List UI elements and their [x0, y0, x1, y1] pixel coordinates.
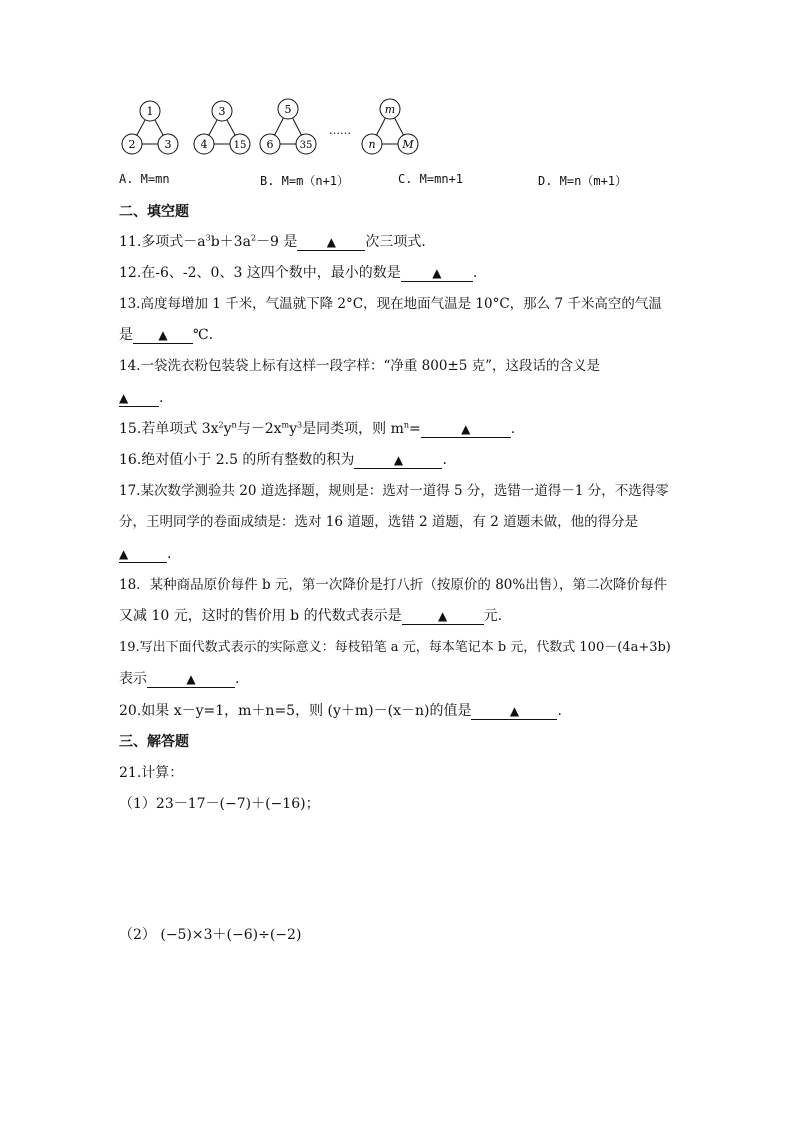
q19-answer-blank[interactable] [147, 671, 235, 688]
q16-text: 16.绝对值小于 2.5 的所有整数的积为 [119, 452, 355, 468]
q20-text: 20.如果 x－y=1，m＋n=5，则 (y＋m)－(x－n)的值是 [119, 703, 472, 719]
q16-answer-blank[interactable] [354, 452, 442, 469]
triangle-group-2 [194, 101, 250, 154]
q11-text-4: 次三项式． [365, 234, 436, 250]
q18-pre: 又减 10 元，这时的售价用 b 的代数式表示是 [119, 608, 402, 624]
group3-top: 5 [284, 103, 292, 116]
group1-left: 2 [128, 138, 136, 151]
q13-marker: ▲ [158, 328, 168, 342]
q11-text-1: 11.多项式－a [119, 234, 206, 250]
question-12 [119, 264, 477, 282]
group4-right: M [402, 138, 414, 151]
question-21-title: 21.计算： [119, 765, 184, 781]
option-a: A. M=mn [119, 172, 170, 186]
section-heading-fill-in: 二、填空题 [119, 204, 189, 220]
q18-answer-blank[interactable] [402, 608, 484, 625]
group3-right: 35 [299, 140, 313, 151]
option-c: C. M=mn+1 [398, 172, 464, 186]
question-14-line-1: 14.一袋洗衣粉包装袋上标有这样一段字样：“净重 800±5 克”，这段话的含义是 [119, 358, 601, 374]
q11-sup-1: 3 [205, 233, 211, 243]
q15-answer-blank[interactable] [421, 421, 511, 438]
q15-text-3: 与－2x [236, 421, 282, 437]
q15-sup-5: n [403, 420, 410, 430]
q11-answer-blank[interactable] [297, 234, 365, 251]
question-17-line-3 [119, 545, 171, 563]
q12-post: . [472, 265, 478, 281]
group2-right: 15 [233, 140, 247, 151]
q12-marker: ▲ [432, 266, 442, 280]
q20-answer-blank[interactable] [471, 703, 557, 720]
triangle-group-3 [260, 99, 316, 154]
q14-post: . [159, 390, 164, 406]
q15-text-2: y [223, 421, 232, 437]
group1-top: 1 [146, 105, 154, 118]
question-16 [119, 451, 447, 469]
question-13-line-2 [119, 326, 213, 344]
q15-sup-3: m [281, 420, 290, 430]
q17-answer-blank[interactable] [119, 546, 167, 563]
q11-text-3: －9 是 [256, 234, 298, 250]
q15-text-4: y [289, 421, 298, 437]
q20-marker: ▲ [509, 704, 520, 718]
q11-text-2: b＋3a [210, 234, 251, 250]
q13-answer-blank[interactable] [133, 327, 193, 344]
triangle-pattern-figure [110, 94, 430, 164]
question-17-line-2: 分，王明同学的卷面成绩是：选对 16 道题，选错 2 道题，有 2 道题未做，他的得分是 [119, 514, 639, 530]
triangle-group-4 [362, 99, 418, 154]
group4-left: n [368, 138, 376, 151]
q13-pre: 是 [119, 327, 133, 343]
triangle-group-1 [122, 101, 178, 154]
q15-text-6: = [409, 421, 421, 437]
question-18-line-1: 18．某种商品原价每件 b 元，第一次降价是打八折（按原价的 80%出售），第二次降价每件 [119, 577, 667, 593]
q12-answer-blank[interactable] [401, 265, 473, 282]
group3-left: 6 [266, 138, 274, 151]
q15-text-1: 15.若单项式 3x [119, 421, 219, 437]
option-d: D. M=n（m+1） [538, 174, 628, 188]
question-11 [119, 233, 435, 251]
q19-marker: ▲ [186, 672, 196, 686]
group2-left: 4 [200, 138, 208, 151]
question-18-line-2 [119, 607, 502, 625]
q15-marker: ▲ [461, 422, 471, 436]
q17-post: . [167, 546, 172, 562]
question-20 [119, 702, 562, 720]
option-b: B. M=m（n+1） [260, 174, 350, 188]
question-19-line-1: 19.写出下面代数式表示的实际意义：每枝铅笔 a 元，每本笔记本 b 元，代数式 100－(4a+3b) [119, 640, 671, 655]
q16-post: . [442, 452, 447, 468]
q19-post: . [235, 671, 240, 687]
q15-sup-1: 2 [218, 420, 224, 430]
question-19-line-2 [119, 670, 239, 688]
question-13-line-1: 13.高度每增加 1 千米，气温就下降 2°C，现在地面气温是 10°C，那么 7 千米高空的气温 [119, 296, 662, 312]
section-heading-solutions: 三、解答题 [119, 734, 189, 750]
q12-text: 12.在-6、-2、0、3 这四个数中，最小的数是 [119, 265, 401, 281]
group4-top: m [384, 103, 396, 116]
q18-post: 元. [483, 608, 503, 624]
q13-post: ℃. [193, 327, 214, 343]
q20-post: . [557, 703, 562, 719]
figure-ellipsis: …… [329, 124, 351, 137]
question-21-part-1: （1）23－17－(−7)＋(−16)； [119, 796, 320, 812]
question-17-line-1: 17.某次数学测验共 20 道选择题，规则是：选对一道得 5 分，选错一道得－1 分，不选得零 [119, 483, 669, 499]
group2-top: 3 [218, 105, 226, 118]
q15-sup-4: 3 [297, 420, 303, 430]
q14-answer-blank[interactable] [119, 390, 159, 407]
question-21-part-2: （2） (−5)×3＋(−6)÷(−2) [119, 927, 302, 943]
q19-pre: 表示 [119, 671, 147, 687]
question-14-line-2 [119, 389, 163, 407]
q11-marker: ▲ [326, 235, 336, 249]
q16-marker: ▲ [393, 453, 404, 467]
q18-marker: ▲ [437, 609, 448, 623]
q15-post: . [510, 421, 516, 437]
q15-text-5: 是同类项，则 m [302, 421, 404, 437]
q11-sup-2: 2 [250, 233, 257, 243]
question-15 [119, 420, 515, 438]
q17-marker: ▲ [119, 547, 129, 561]
q14-marker: ▲ [119, 391, 129, 405]
group1-right: 3 [164, 138, 172, 151]
q15-sup-2: n [231, 420, 237, 430]
